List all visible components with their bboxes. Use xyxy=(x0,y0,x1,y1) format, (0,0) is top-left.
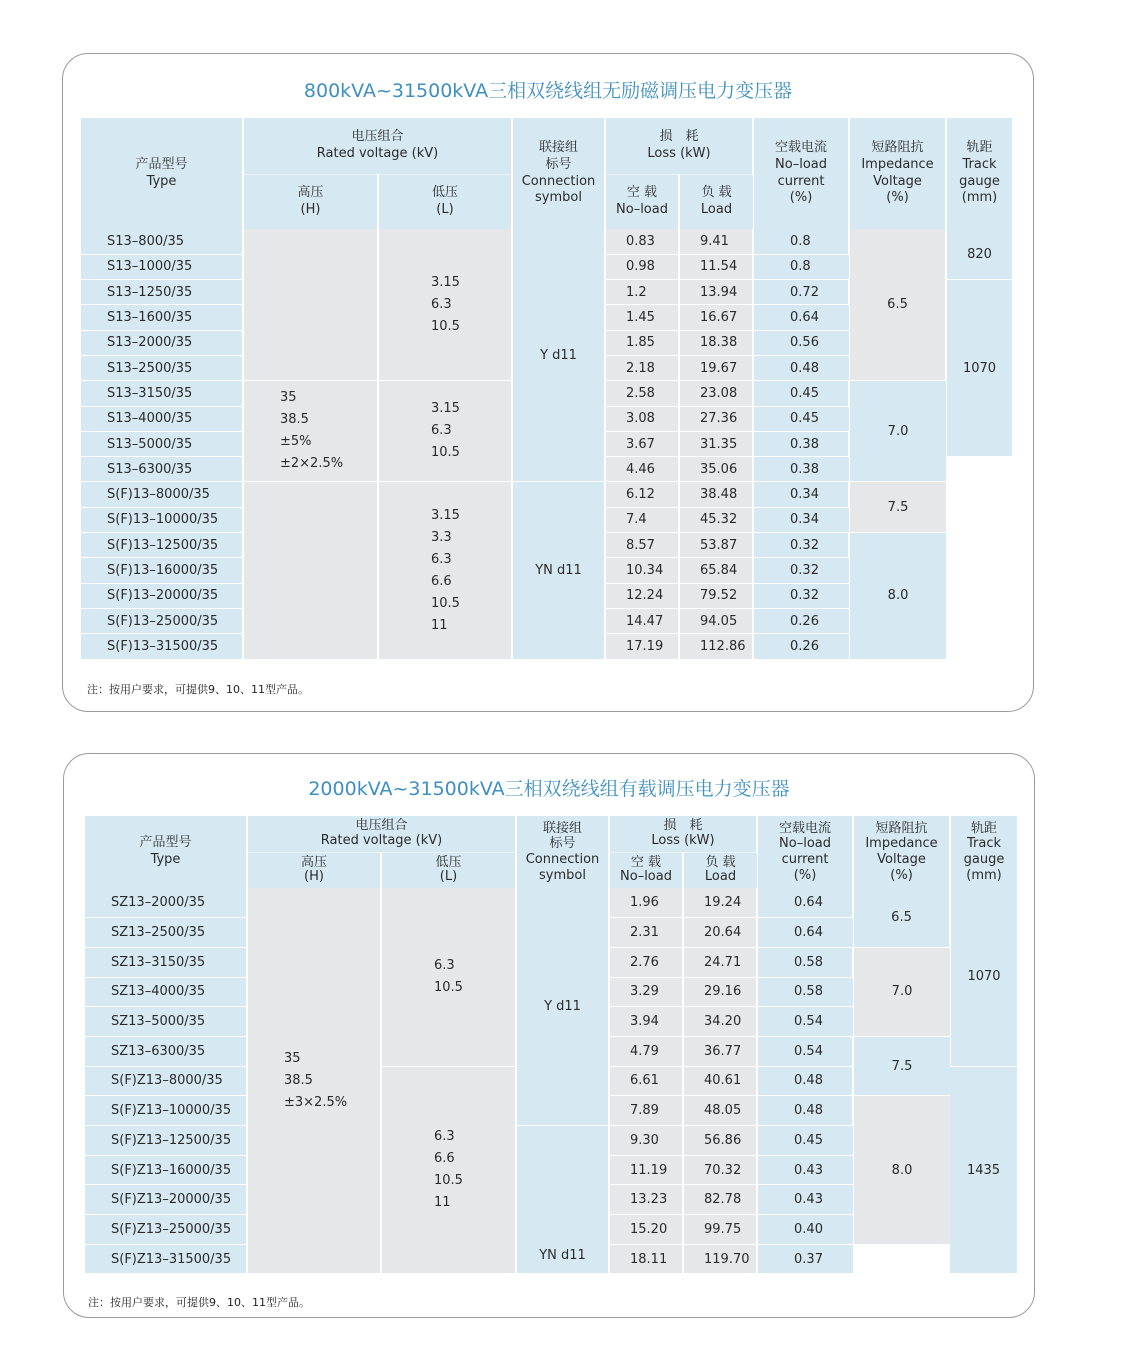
cell-noload: 15.20 xyxy=(609,1215,683,1245)
table-row xyxy=(85,888,1017,918)
cell-current: 0.64 xyxy=(753,305,849,330)
cell-type: S(F)13–8000/35 xyxy=(81,482,243,507)
cell-current: 0.58 xyxy=(757,977,853,1007)
lv-value: 6.6 xyxy=(434,1151,455,1167)
header-voltage-cn: 电压组合 xyxy=(351,128,404,144)
header-cur-cn: 空载电流 xyxy=(775,139,828,155)
header-loss-en: Loss (kW) xyxy=(651,832,715,848)
cell-impedance: 8.0 xyxy=(853,1096,950,1244)
header-cur-en3: (%) xyxy=(793,867,817,883)
header-loss-en: Loss (kW) xyxy=(647,145,711,161)
cell-type: S(F)Z13–31500/35 xyxy=(85,1244,247,1274)
header-cur-en2: current xyxy=(781,852,829,867)
cell-current: 0.64 xyxy=(757,918,853,948)
lv-value: 11 xyxy=(434,1195,451,1211)
cell-impedance: 6.5 xyxy=(853,888,950,947)
cell-type: S(F)Z13–20000/35 xyxy=(85,1185,247,1215)
cell-lv-group xyxy=(378,229,512,381)
cell-load: 35.06 xyxy=(679,457,753,482)
cell-type: S(F)Z13–16000/35 xyxy=(85,1155,247,1185)
cell-type: S(F)13–20000/35 xyxy=(81,583,243,608)
cell-noload: 4.79 xyxy=(609,1036,683,1066)
header-loss xyxy=(609,816,757,852)
cell-load: 40.61 xyxy=(683,1066,757,1096)
cell-type: S(F)13–10000/35 xyxy=(81,507,243,532)
cell-type: S(F)Z13–8000/35 xyxy=(85,1066,247,1096)
lv-value: 6.3 xyxy=(431,551,452,567)
header-conn-en2: symbol xyxy=(535,190,582,206)
cell-type: S(F)13–12500/35 xyxy=(81,533,243,558)
cell-type: S13–5000/35 xyxy=(81,431,243,456)
hv-value: ±2×2.5% xyxy=(280,456,344,472)
cell-noload: 7.4 xyxy=(605,507,679,532)
lv-value: 6.3 xyxy=(434,957,455,973)
cell-current: 0.8 xyxy=(753,254,849,279)
header-impedance xyxy=(849,118,946,229)
lv-value: 10.5 xyxy=(434,979,463,995)
cell-current: 0.38 xyxy=(753,431,849,456)
cell-noload: 17.19 xyxy=(605,634,679,659)
lv-value: 10.5 xyxy=(431,445,460,461)
cell-connection: YN d11 xyxy=(512,482,605,659)
cell-current: 0.48 xyxy=(757,1066,853,1096)
header-load-en: Load xyxy=(700,201,733,217)
header-voltage xyxy=(247,816,516,852)
cell-noload: 0.83 xyxy=(605,229,679,254)
cell-noload: 2.31 xyxy=(609,918,683,948)
cell-noload: 4.46 xyxy=(605,457,679,482)
cell-load: 70.32 xyxy=(683,1155,757,1185)
cell-noload: 1.85 xyxy=(605,330,679,355)
header-hv-en: (H) xyxy=(300,201,321,217)
cell-noload: 1.96 xyxy=(609,888,683,918)
header-cur-en1: No–load xyxy=(779,836,831,852)
hv-value: 35 xyxy=(280,390,297,406)
cell-impedance: 7.0 xyxy=(853,947,950,1036)
cell-noload: 9.30 xyxy=(609,1126,683,1156)
lv-value: 3.15 xyxy=(431,507,460,523)
cell-load: 48.05 xyxy=(683,1096,757,1126)
header-cur-en3: (%) xyxy=(789,190,813,206)
lv-value: 3.3 xyxy=(431,529,452,545)
header-imp-cn: 短路阻抗 xyxy=(871,139,924,155)
header-voltage-cn: 电压组合 xyxy=(355,818,408,834)
header-load-cn: 负 载 xyxy=(705,854,736,870)
header-load-cn: 负 载 xyxy=(701,184,732,200)
cell-load: 11.54 xyxy=(679,254,753,279)
header-conn-en1: Connection xyxy=(521,173,596,189)
cell-load: 16.67 xyxy=(679,305,753,330)
table-title: 2000kVA~31500kVA三相双绕线组有载调压电力变压器 xyxy=(308,778,790,800)
lv-value: 10.5 xyxy=(434,1173,463,1189)
cell-lv-group xyxy=(378,482,512,659)
header-cur-en1: No–load xyxy=(775,156,827,172)
cell-track: 1070 xyxy=(946,280,1012,457)
lv-value: 6.3 xyxy=(431,423,452,439)
cell-current: 0.45 xyxy=(753,406,849,431)
header-trk-en1: Track xyxy=(962,156,997,172)
cell-type: S(F)Z13–10000/35 xyxy=(85,1096,247,1126)
cell-noload: 3.94 xyxy=(609,1007,683,1037)
cell-type: S13–2500/35 xyxy=(81,355,243,380)
cell-current: 0.8 xyxy=(753,229,849,254)
header-hv xyxy=(247,852,381,888)
cell-type: SZ13–6300/35 xyxy=(85,1036,247,1066)
cell-load: 9.41 xyxy=(679,229,753,254)
table-title: 800kVA~31500kVA三相双绕线组无励磁调压电力变压器 xyxy=(303,80,793,102)
cell-type: S13–4000/35 xyxy=(81,406,243,431)
cell-load: 23.08 xyxy=(679,381,753,406)
cell-current: 0.32 xyxy=(753,558,849,583)
header-type xyxy=(81,118,243,229)
header-imp-en1: Impedance xyxy=(861,156,934,172)
cell-load: 27.36 xyxy=(679,406,753,431)
cell-current: 0.64 xyxy=(757,888,853,918)
cell-type: S13–2000/35 xyxy=(81,330,243,355)
cell-impedance: 7.5 xyxy=(849,482,946,533)
cell-type: S13–1250/35 xyxy=(81,280,243,305)
cell-current: 0.34 xyxy=(753,507,849,532)
header-cur-en2: current xyxy=(777,173,825,189)
header-lv xyxy=(381,852,516,888)
lv-value: 3.15 xyxy=(431,401,460,417)
table-row xyxy=(81,482,1012,507)
cell-track: 820 xyxy=(946,229,1012,280)
header-imp-en2: Voltage xyxy=(873,173,922,189)
header-track xyxy=(950,816,1017,888)
cell-type: SZ13–5000/35 xyxy=(85,1007,247,1037)
cell-hv-empty xyxy=(243,229,378,381)
lv-value: 10.5 xyxy=(431,595,460,611)
cell-load: 56.86 xyxy=(683,1126,757,1156)
cell-impedance: 6.5 xyxy=(849,229,946,381)
cell-hv-group xyxy=(243,381,378,482)
cell-current: 0.37 xyxy=(757,1244,853,1274)
cell-load: 18.38 xyxy=(679,330,753,355)
header-loss-cn: 损 耗 xyxy=(663,817,703,833)
header-trk-en1: Track xyxy=(967,836,1002,852)
header-connection xyxy=(512,118,605,229)
header-voltage-en: Rated voltage (kV) xyxy=(320,832,443,848)
cell-hv-group xyxy=(247,888,381,1274)
cell-noload: 8.57 xyxy=(605,533,679,558)
cell-noload: 12.24 xyxy=(605,583,679,608)
cell-impedance: 7.0 xyxy=(849,381,946,482)
cell-load: 45.32 xyxy=(679,507,753,532)
cell-noload: 3.29 xyxy=(609,977,683,1007)
cell-lv-group xyxy=(378,381,512,482)
header-conn-cn2: 标号 xyxy=(549,836,576,852)
cell-type: S13–1000/35 xyxy=(81,254,243,279)
cell-noload: 1.2 xyxy=(605,280,679,305)
header-trk-cn: 轨距 xyxy=(971,820,998,836)
cell-noload: 7.89 xyxy=(609,1096,683,1126)
header-trk-en3: (mm) xyxy=(966,867,1002,883)
cell-type: SZ13–2500/35 xyxy=(85,918,247,948)
header-lv-en: (L) xyxy=(439,869,458,885)
cell-noload: 11.19 xyxy=(609,1155,683,1185)
cell-noload: 1.45 xyxy=(605,305,679,330)
cell-load: 19.24 xyxy=(683,888,757,918)
cell-load: 82.78 xyxy=(683,1185,757,1215)
header-imp-en1: Impedance xyxy=(865,836,938,852)
cell-current: 0.26 xyxy=(753,634,849,659)
cell-current: 0.34 xyxy=(753,482,849,507)
header-voltage-en: Rated voltage (kV) xyxy=(316,145,439,161)
hv-value: ±5% xyxy=(280,434,312,450)
cell-noload: 2.76 xyxy=(609,947,683,977)
cell-current: 0.45 xyxy=(757,1126,853,1156)
header-imp-en2: Voltage xyxy=(877,852,926,867)
cell-load: 31.35 xyxy=(679,431,753,456)
cell-current: 0.72 xyxy=(753,280,849,305)
cell-track: 1435 xyxy=(950,1066,1017,1274)
header-current xyxy=(757,816,853,888)
header-trk-en2: gauge xyxy=(959,173,1000,189)
cell-load: 29.16 xyxy=(683,977,757,1007)
header-noload xyxy=(605,174,679,229)
cell-type: S(F)Z13–12500/35 xyxy=(85,1126,247,1156)
header-lv-cn: 低压 xyxy=(431,184,458,200)
cell-impedance: 8.0 xyxy=(849,533,946,659)
hv-value: 38.5 xyxy=(280,412,309,428)
header-current xyxy=(753,118,849,229)
cell-current: 0.54 xyxy=(757,1036,853,1066)
header-conn-en1: Connection xyxy=(525,852,600,867)
header-voltage xyxy=(243,118,512,174)
cell-noload: 6.12 xyxy=(605,482,679,507)
hv-value: 38.5 xyxy=(284,1072,313,1088)
cell-lv-group xyxy=(381,888,516,1066)
cell-current: 0.32 xyxy=(753,533,849,558)
header-noload xyxy=(609,852,683,888)
cell-load: 119.70 xyxy=(683,1244,757,1274)
cell-noload: 0.98 xyxy=(605,254,679,279)
header-impedance xyxy=(853,816,950,888)
cell-load: 53.87 xyxy=(679,533,753,558)
cell-current: 0.43 xyxy=(757,1185,853,1215)
cell-load: 20.64 xyxy=(683,918,757,948)
header-hv-cn: 高压 xyxy=(300,854,327,870)
header-type-en: Type xyxy=(146,173,177,189)
cell-noload: 14.47 xyxy=(605,608,679,633)
cell-connection: YN d11 xyxy=(516,1126,609,1274)
cell-load: 19.67 xyxy=(679,355,753,380)
hv-value: ±3×2.5% xyxy=(284,1094,348,1110)
header-trk-en3: (mm) xyxy=(961,190,998,206)
cell-type: S13–6300/35 xyxy=(81,457,243,482)
header-cur-cn: 空载电流 xyxy=(779,820,832,836)
cell-load: 112.86 xyxy=(679,634,753,659)
header-noload-en: No–load xyxy=(616,201,668,217)
cell-current: 0.32 xyxy=(753,583,849,608)
lv-value: 11 xyxy=(431,617,448,633)
cell-current: 0.54 xyxy=(757,1007,853,1037)
cell-current: 0.40 xyxy=(757,1215,853,1245)
header-loss xyxy=(605,118,753,174)
spec-card-2 xyxy=(63,753,1035,1318)
cell-type: S(F)Z13–25000/35 xyxy=(85,1215,247,1245)
cell-noload: 2.18 xyxy=(605,355,679,380)
cell-type: S13–800/35 xyxy=(81,229,243,254)
header-conn-cn1: 联接组 xyxy=(538,139,578,155)
cell-load: 94.05 xyxy=(679,608,753,633)
header-conn-cn1: 联接组 xyxy=(542,820,582,836)
cell-type: S(F)13–25000/35 xyxy=(81,608,243,633)
header-type-cn: 产品型号 xyxy=(139,835,192,851)
header-noload-en: No–load xyxy=(620,869,672,885)
cell-current: 0.38 xyxy=(753,457,849,482)
lv-value: 3.15 xyxy=(431,274,460,290)
header-noload-cn: 空 载 xyxy=(630,854,662,870)
cell-load: 79.52 xyxy=(679,583,753,608)
cell-type: SZ13–4000/35 xyxy=(85,977,247,1007)
header-load xyxy=(683,852,757,888)
header-lv xyxy=(378,174,512,229)
header-type-en: Type xyxy=(150,852,181,867)
header-hv xyxy=(243,174,378,229)
cell-type: S13–1600/35 xyxy=(81,305,243,330)
cell-track: 1070 xyxy=(950,888,1017,1066)
header-lv-en: (L) xyxy=(436,201,454,217)
table-note: 注：按用户要求，可提供9、10、11型产品。 xyxy=(87,683,309,696)
cell-impedance: 7.5 xyxy=(853,1036,950,1095)
cell-noload: 3.08 xyxy=(605,406,679,431)
header-hv-en: (H) xyxy=(304,869,324,885)
cell-noload: 6.61 xyxy=(609,1066,683,1096)
lv-value: 10.5 xyxy=(431,318,460,334)
header-conn-cn2: 标号 xyxy=(545,156,572,172)
cell-load: 13.94 xyxy=(679,280,753,305)
cell-noload: 18.11 xyxy=(609,1244,683,1274)
cell-current: 0.26 xyxy=(753,608,849,633)
cell-type: S(F)13–31500/35 xyxy=(81,634,243,659)
spec-table-2 xyxy=(85,816,1017,1274)
header-load xyxy=(679,174,753,229)
header-imp-en3: (%) xyxy=(886,190,909,206)
cell-load: 38.48 xyxy=(679,482,753,507)
hv-value: 35 xyxy=(284,1050,301,1066)
spec-table-1 xyxy=(81,118,1012,660)
cell-load: 65.84 xyxy=(679,558,753,583)
header-trk-en2: gauge xyxy=(963,852,1005,867)
lv-value: 6.3 xyxy=(434,1129,455,1145)
lv-value: 6.6 xyxy=(431,573,452,589)
header-load-en: Load xyxy=(704,869,737,885)
cell-lv-group xyxy=(381,1066,516,1274)
cell-load: 36.77 xyxy=(683,1036,757,1066)
cell-load: 99.75 xyxy=(683,1215,757,1245)
cell-current: 0.48 xyxy=(757,1096,853,1126)
cell-type: S13–3150/35 xyxy=(81,381,243,406)
header-conn-en2: symbol xyxy=(539,867,586,883)
cell-current: 0.45 xyxy=(753,381,849,406)
header-loss-cn: 损 耗 xyxy=(659,128,699,144)
header-connection xyxy=(516,816,609,888)
cell-current: 0.48 xyxy=(753,355,849,380)
cell-current: 0.43 xyxy=(757,1155,853,1185)
cell-connection: Y d11 xyxy=(512,229,605,482)
header-noload-cn: 空 载 xyxy=(626,184,658,200)
header-hv-cn: 高压 xyxy=(297,184,324,200)
cell-load: 24.71 xyxy=(683,947,757,977)
cell-noload: 2.58 xyxy=(605,381,679,406)
header-trk-cn: 轨距 xyxy=(966,139,993,155)
cell-connection: Y d11 xyxy=(516,888,609,1126)
header-imp-cn: 短路阻抗 xyxy=(875,820,928,836)
header-type-cn: 产品型号 xyxy=(135,156,188,172)
cell-noload: 3.67 xyxy=(605,431,679,456)
cell-type: SZ13–2000/35 xyxy=(85,888,247,918)
header-track xyxy=(946,118,1012,229)
header-type xyxy=(85,816,247,888)
table-note: 注：按用户要求，可提供9、10、11型产品。 xyxy=(88,1296,310,1309)
cell-hv-empty xyxy=(243,482,378,659)
spec-card-1 xyxy=(62,53,1034,712)
cell-load: 34.20 xyxy=(683,1007,757,1037)
cell-noload: 10.34 xyxy=(605,558,679,583)
table-row xyxy=(81,229,1012,254)
cell-noload: 13.23 xyxy=(609,1185,683,1215)
cell-current: 0.58 xyxy=(757,947,853,977)
header-imp-en3: (%) xyxy=(890,867,913,883)
cell-type: SZ13–3150/35 xyxy=(85,947,247,977)
lv-value: 6.3 xyxy=(431,296,452,312)
header-lv-cn: 低压 xyxy=(435,854,462,870)
cell-type: S(F)13–16000/35 xyxy=(81,558,243,583)
cell-current: 0.56 xyxy=(753,330,849,355)
